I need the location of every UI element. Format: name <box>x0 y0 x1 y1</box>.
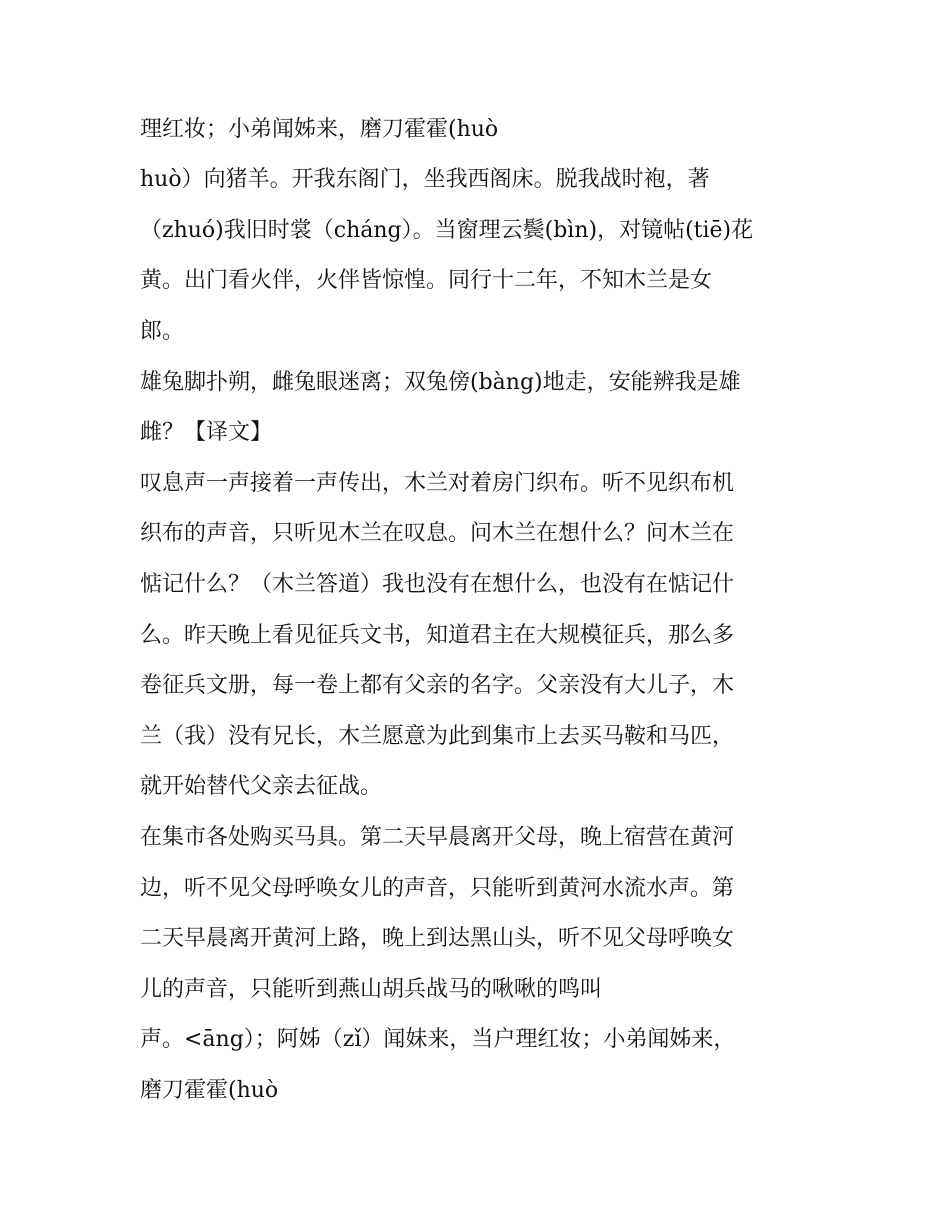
text-line: 惦记什么？（木兰答道）我也没有在想什么，也没有在惦记什 <box>140 572 735 597</box>
text-line: 就开始替代父亲去征战。 <box>140 774 383 799</box>
text-line: 叹息声一声接着一声传出，木兰对着房门织布。听不见织布机 <box>140 471 735 496</box>
text-line: 郎。 <box>140 319 185 344</box>
text-line: 声。<āng）；阿姊（zǐ）闻妹来，当户理红妆；小弟闻姊来， <box>140 1027 736 1052</box>
text-line: 边，听不见父母呼唤女儿的声音，只能听到黄河水流水声。第 <box>140 876 735 901</box>
text-line: 织布的声音，只听见木兰在叹息。问木兰在想什么？问木兰在 <box>140 521 735 546</box>
text-line: 在集市各处购买马具。第二天早晨离开父母，晚上宿营在黄河 <box>140 825 735 850</box>
text-line: huò）向猪羊。开我东阁门，坐我西阁床。脱我战时袍，著 <box>140 167 710 192</box>
text-line: 卷征兵文册，每一卷上都有父亲的名字。父亲没有大儿子，木 <box>140 673 735 698</box>
text-line: 二天早晨离开黄河上路，晚上到达黑山头，听不见父母呼唤女 <box>140 926 735 951</box>
text-line: 雄兔脚扑朔，雌兔眼迷离；双兔傍(bàng)地走，安能辨我是雄 <box>140 370 741 395</box>
text-line: （zhuó)我旧时裳（cháng）。当窗理云鬓(bìn)，对镜帖(tiē)花 <box>140 218 754 243</box>
text-line: 雌？【译文】 <box>140 420 273 445</box>
text-line: 黄。出门看火伴，火伴皆惊惶。同行十二年，不知木兰是女 <box>140 268 713 293</box>
text-line: 兰（我）没有兄长，木兰愿意为此到集市上去买马鞍和马匹， <box>140 724 735 749</box>
text-line: 儿的声音，只能听到燕山胡兵战马的啾啾的鸣叫 <box>140 977 603 1002</box>
text-line: 么。昨天晚上看见征兵文书，知道君主在大规模征兵，那么多 <box>140 623 735 648</box>
text-line: 磨刀霍霍(huò <box>140 1078 279 1103</box>
text-line: 理红妆；小弟闻姊来，磨刀霍霍(huò <box>140 117 499 142</box>
